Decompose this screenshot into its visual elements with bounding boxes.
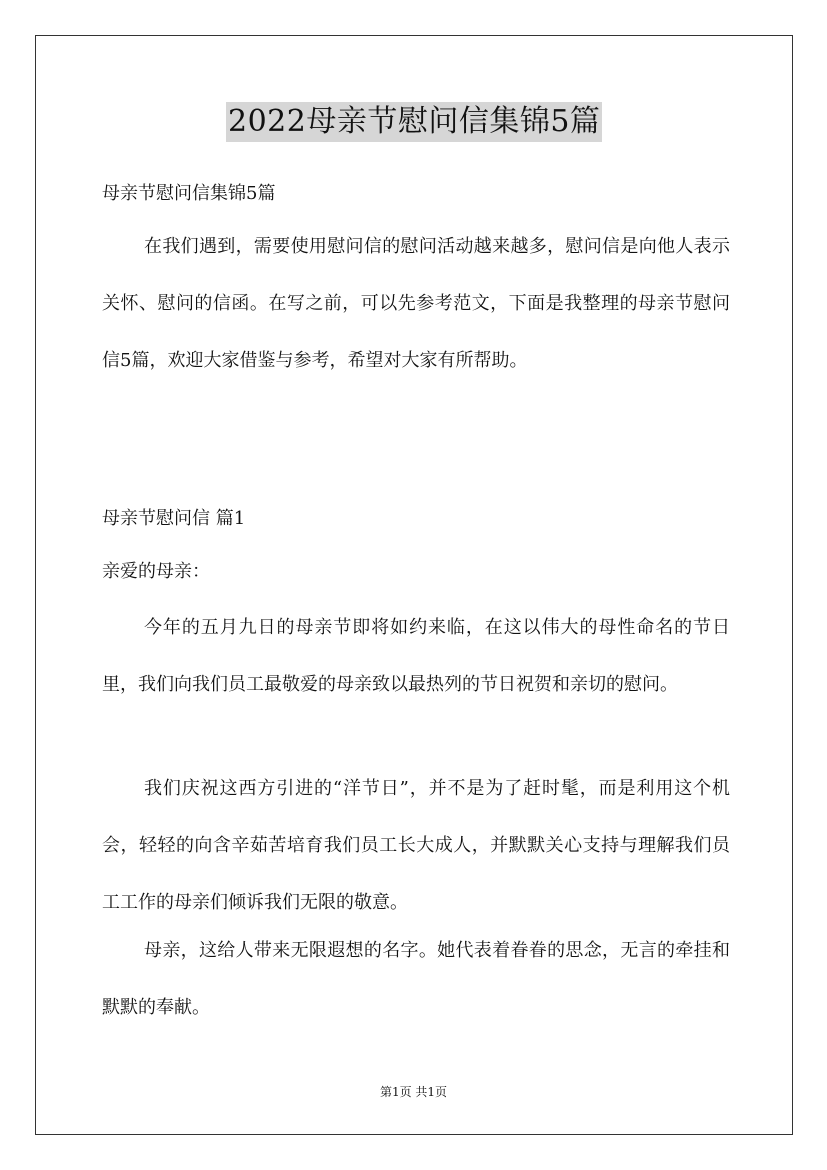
intro-paragraph: 在我们遇到，需要使用慰问信的慰问活动越来越多，慰问信是向他人表示关怀、慰问的信函。在写之前，可以先参考范文，下面是我整理的母亲节慰问信5篇，欢迎大家借鉴与参考，希望对大家有所帮助。 [102, 236, 730, 371]
body-paragraph: 今年的五月九日的母亲节即将如约来临，在这以伟大的母性命名的节日里，我们向我们员工最敬爱的母亲致以最热列的节日祝贺和亲切的慰问。 [102, 617, 730, 695]
salutation: 亲爱的母亲： [102, 561, 210, 582]
body-paragraph: 我们庆祝这西方引进的“洋节日”，并不是为了赶时髦，而是利用这个机会，轻轻的向含辛茹苦培育我们员工长大成人，并默默关心支持与理解我们员工工作的母亲们倾诉我们无限的敬意。 [102, 778, 730, 913]
body-paragraph: 母亲，这给人带来无限遐想的名字。她代表着眷眷的思念，无言的牵挂和默默的奉献。 [102, 940, 730, 1018]
page-footer: 第1页 共1页 [379, 1085, 448, 1099]
document-subtitle: 母亲节慰问信集锦5篇 [102, 183, 276, 204]
section-heading: 母亲节慰问信 篇1 [102, 508, 246, 529]
document-title: 2022母亲节慰问信集锦5篇 [226, 102, 602, 142]
